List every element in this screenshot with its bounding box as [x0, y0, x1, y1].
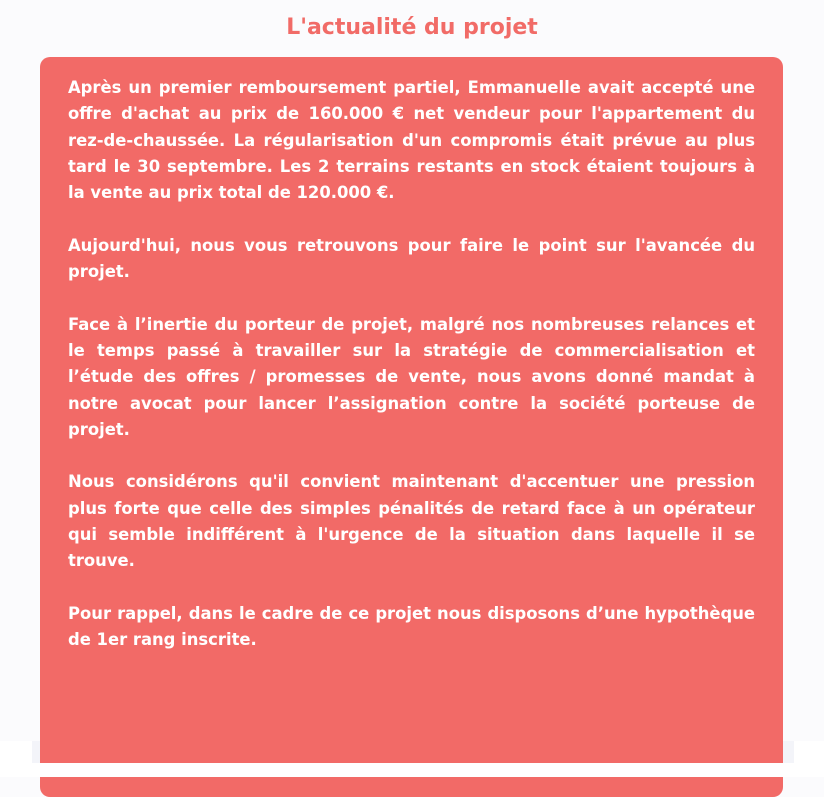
news-paragraph-2: Aujourd'hui, nous vous retrouvons pour faire le point sur l'avancée du projet.: [68, 235, 755, 282]
news-paragraph-1: Après un premier remboursement partiel, Emmanuelle avait accepté une offre d'achat au prix de 160.000 € net vendeur pour l'appartement du rez-de-chaussée. La régularisation d'un compromis était prévue au plus tard le 30 septembre. Les 2 terrains restants en stock étaient toujours à la vente au prix total de 120.000 €.: [68, 78, 755, 203]
section-title: L'actualité du projet: [286, 15, 538, 40]
news-paragraph-5: Pour rappel, dans le cadre de ce projet nous disposons d’une hypothèque de 1er rang inscrite.: [68, 603, 755, 650]
news-paragraph-3: Face à l’inertie du porteur de projet, malgré nos nombreuses relances et le temps passé à travailler sur la stratégie de commercialisation et l’étude des offres / promesses de vente, nous avons donné mandat à notre avocat pour lancer l’assignation contre la société porteuse de projet.: [68, 314, 755, 439]
project-news-card: [40, 57, 783, 797]
news-paragraph-4: Nous considérons qu'il convient maintenant d'accentuer une pression plus forte que celle des simples pénalités de retard face à un opérateur qui semble indifférent à l'urgence de la situation dans laquelle il se trouve.: [68, 472, 755, 571]
card-bottom-edge: [40, 741, 783, 763]
